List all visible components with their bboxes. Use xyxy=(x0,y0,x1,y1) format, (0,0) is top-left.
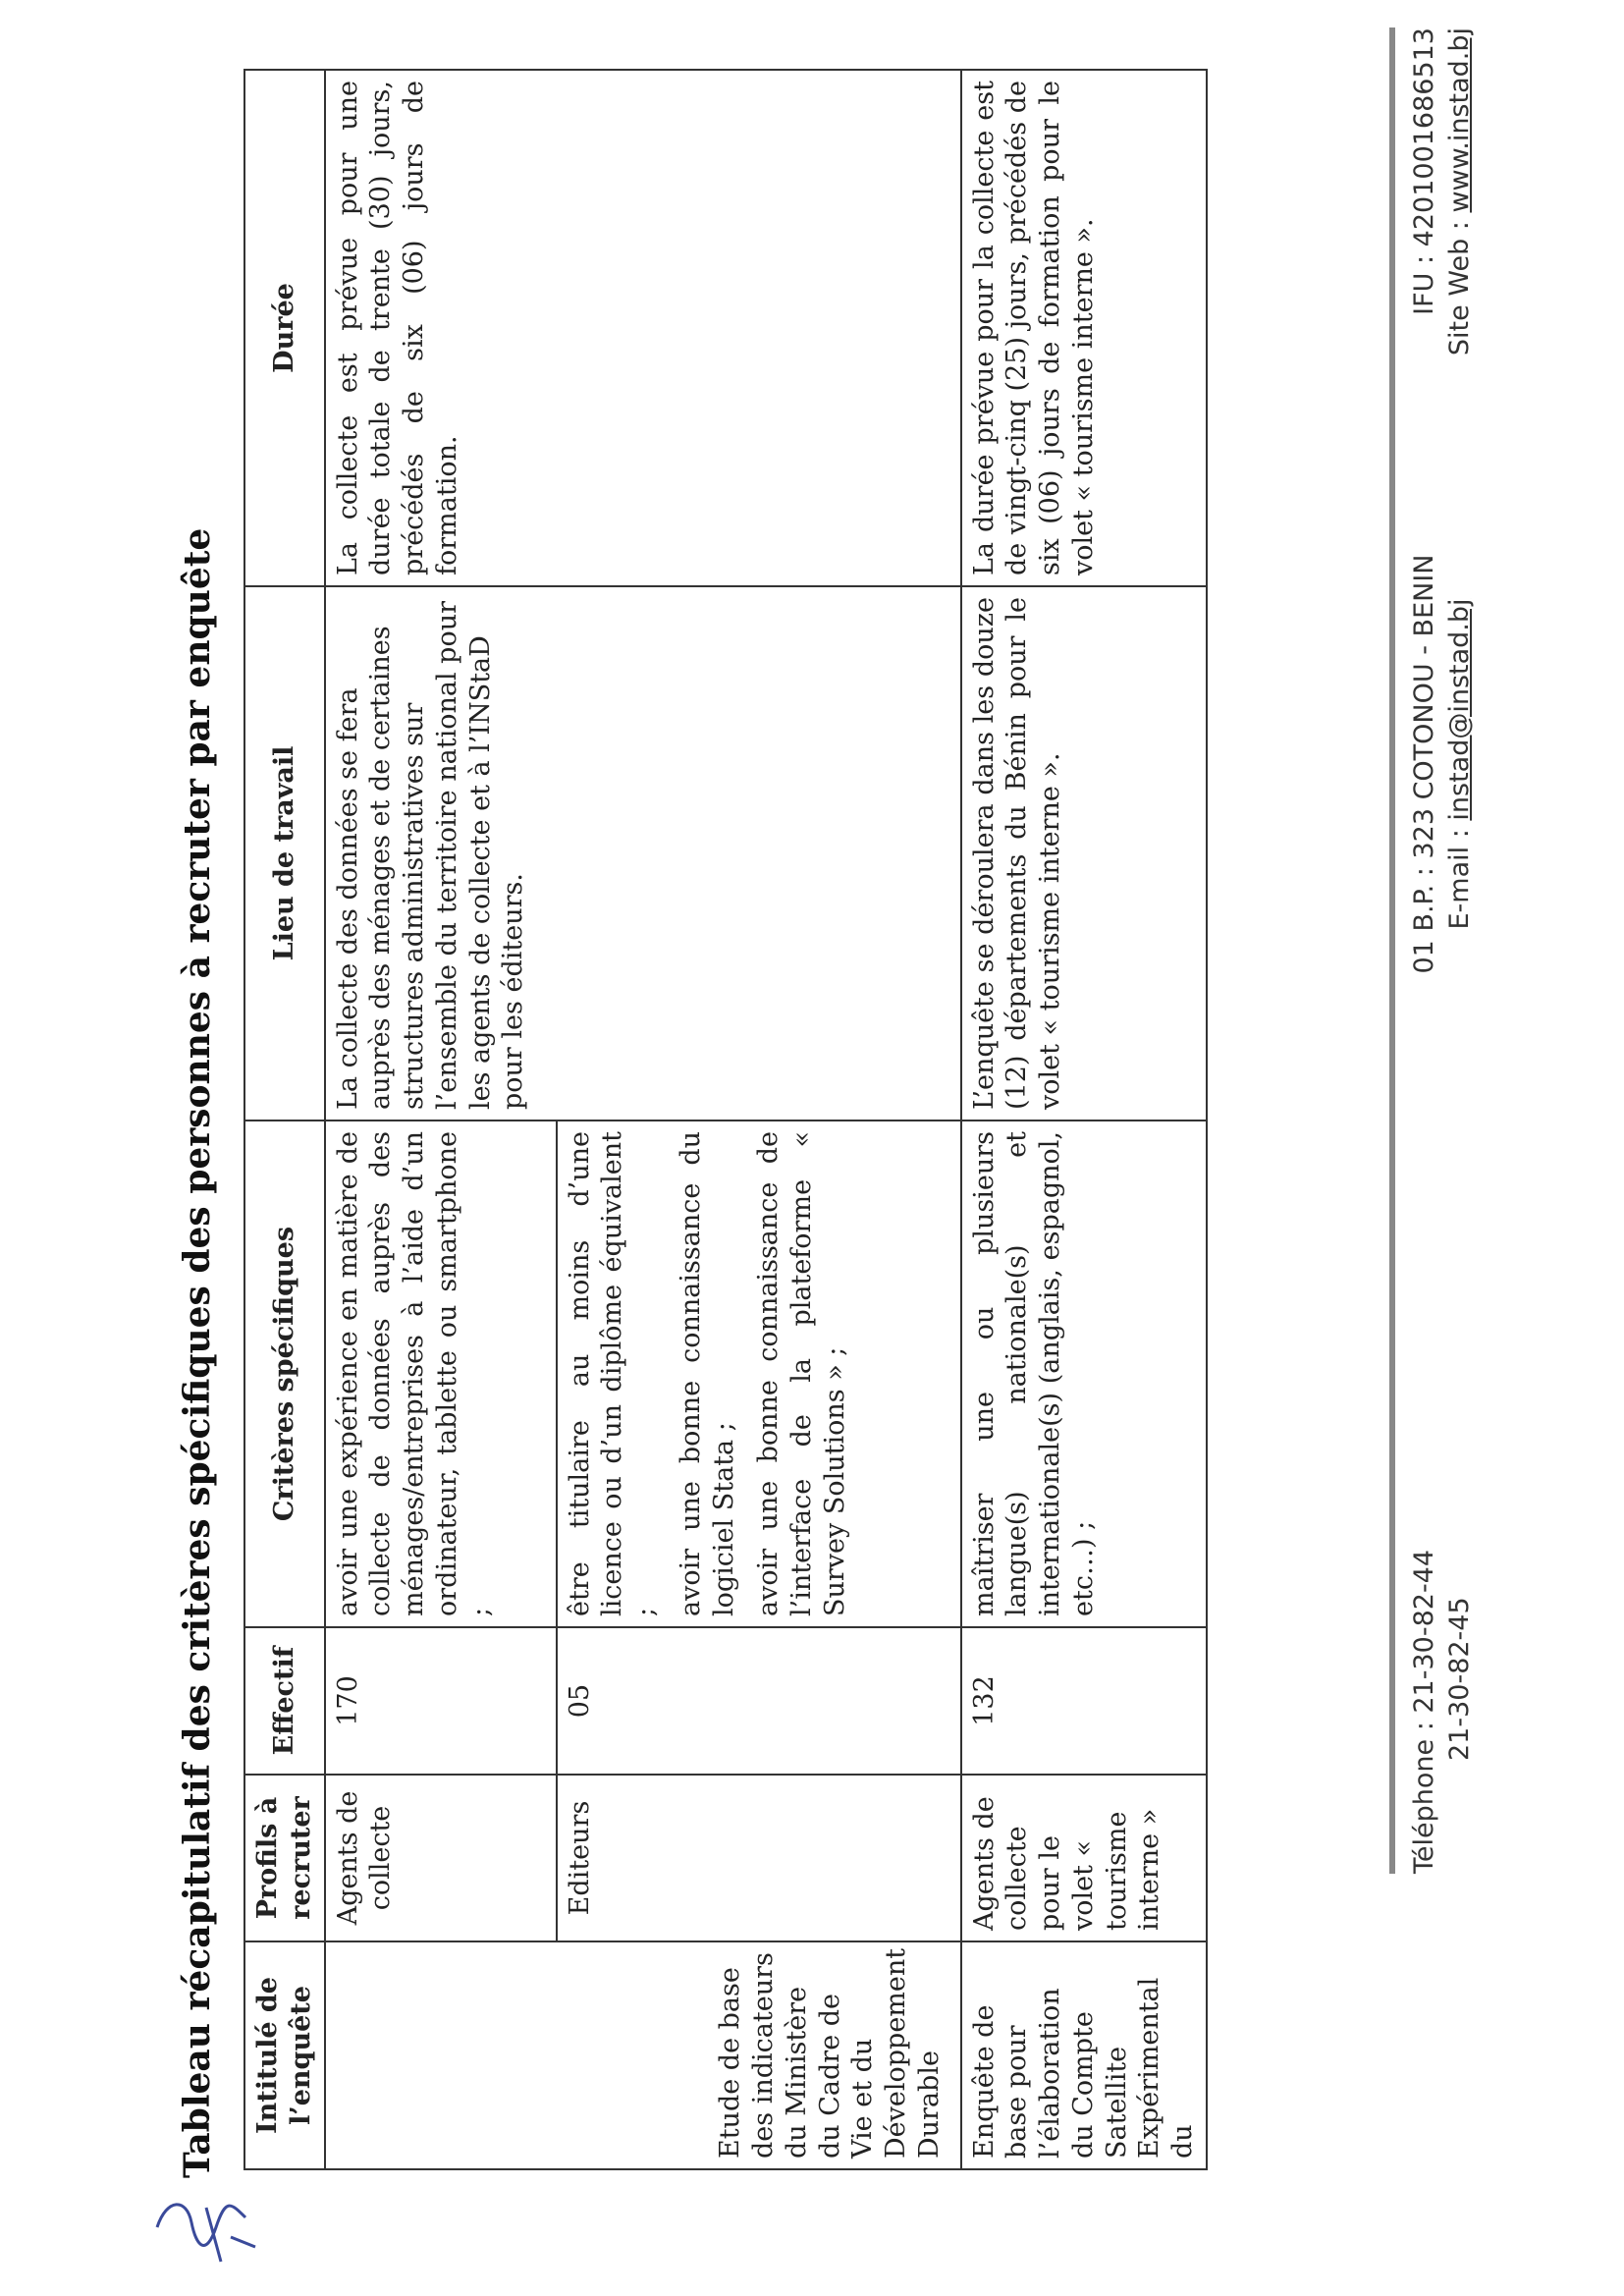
survey1-critere-agents: avoir une expérience en matière de collecte de données auprès des ménages/entreprises à l’aide d’un ordinateur, tablette ou smartphone ; xyxy=(325,1121,557,1627)
footer-site-link[interactable]: www.instad.bj xyxy=(1444,27,1476,213)
footer-address xyxy=(1407,420,1479,1108)
survey1-effectif-editeurs: 05 xyxy=(557,1627,961,1775)
recap-table xyxy=(244,69,1208,2170)
footer-phone-1: Téléphone : 21-30-82-44 xyxy=(1409,1549,1439,1874)
header-profils: Profils à recruter xyxy=(244,1775,325,1941)
survey2-intitule: Enquête de base pour l’élaboration du Compte Satellite Expérimental du xyxy=(961,1941,1207,2169)
survey2-lieu: L’enquête se déroulera dans les douze (12) départements du Bénin pour le volet « tourisme interne ». xyxy=(961,586,1207,1121)
header-effectif: Effectif xyxy=(244,1627,325,1775)
header-duree: Durée xyxy=(244,70,325,586)
footer-site-label: Site Web : xyxy=(1444,212,1476,356)
survey1-profil-agents: Agents de collecte xyxy=(325,1775,557,1941)
footer-email-link[interactable]: instad@instad.bj xyxy=(1444,598,1476,821)
footer-ifu: IFU : 4201001686513 xyxy=(1409,27,1439,315)
header-criteres: Critères spécifiques xyxy=(244,1121,325,1627)
header-intitule: Intitulé de l’enquête xyxy=(244,1941,325,2169)
footer-phone-2: 21-30-82-45 xyxy=(1444,1597,1476,1761)
survey1-intitule: Etude de base des indicateurs du Ministère du Cadre de Vie et du Développement Durable xyxy=(325,1941,961,2169)
survey1-lieu: La collecte des données se fera auprès des ménages et de certaines structures administratives sur l’ensemble du territoire national pour les agents de collecte et à l’INStaD pour les éditeurs. xyxy=(325,586,961,1121)
footer-phone xyxy=(1407,1285,1479,1874)
header-lieu: Lieu de travail xyxy=(244,586,325,1121)
survey2-duree: La durée prévue pour la collecte est de vingt-cinq (25) jours, précédés de six (06) jours de formation pour le volet « tourisme interne ». xyxy=(961,70,1207,586)
critere-survey-solutions: avoir une bonne connaissance de l’interface de la plateforme « Survey Solutions » ; xyxy=(753,1131,850,1616)
table-row xyxy=(325,70,557,2169)
table-row xyxy=(961,70,1207,2169)
footer-bp: 01 B.P. : 323 COTONOU - BENIN xyxy=(1409,554,1439,974)
survey1-profil-editeurs: Editeurs xyxy=(557,1775,961,1941)
footer-site-line xyxy=(1442,27,1478,519)
signature-mark xyxy=(147,2188,265,2276)
document-title: Tableau récapitulatif des critères spécifiques des personnes à recruter par enquête xyxy=(177,527,218,2178)
survey1-duree: La collecte est prévue pour une durée totale de trente (30) jours, précédés de six (06) jours de formation. xyxy=(325,70,961,586)
page-footer xyxy=(1389,27,1527,1874)
footer-ids xyxy=(1407,27,1479,519)
header-row xyxy=(244,70,325,2169)
survey1-criteres-editeurs xyxy=(557,1121,961,1627)
survey1-effectif-agents: 170 xyxy=(325,1627,557,1775)
footer-divider xyxy=(1389,27,1395,1874)
critere-stata: avoir une bonne connaissance du logiciel Stata ; xyxy=(675,1131,739,1616)
survey2-effectif: 132 xyxy=(961,1627,1207,1775)
survey2-critere: maîtriser une ou plusieurs langue(s) nationale(s) et internationale(s) (anglais, espagnol, etc…) ; xyxy=(961,1121,1207,1627)
footer-email-label: E-mail : xyxy=(1444,820,1476,930)
critere-licence: être titulaire au moins d’une licence ou d’un diplôme équivalent ; xyxy=(564,1131,661,1616)
footer-email-line xyxy=(1442,420,1478,1108)
survey2-profil: Agents de collecte pour le volet « tourisme interne » xyxy=(961,1775,1207,1941)
